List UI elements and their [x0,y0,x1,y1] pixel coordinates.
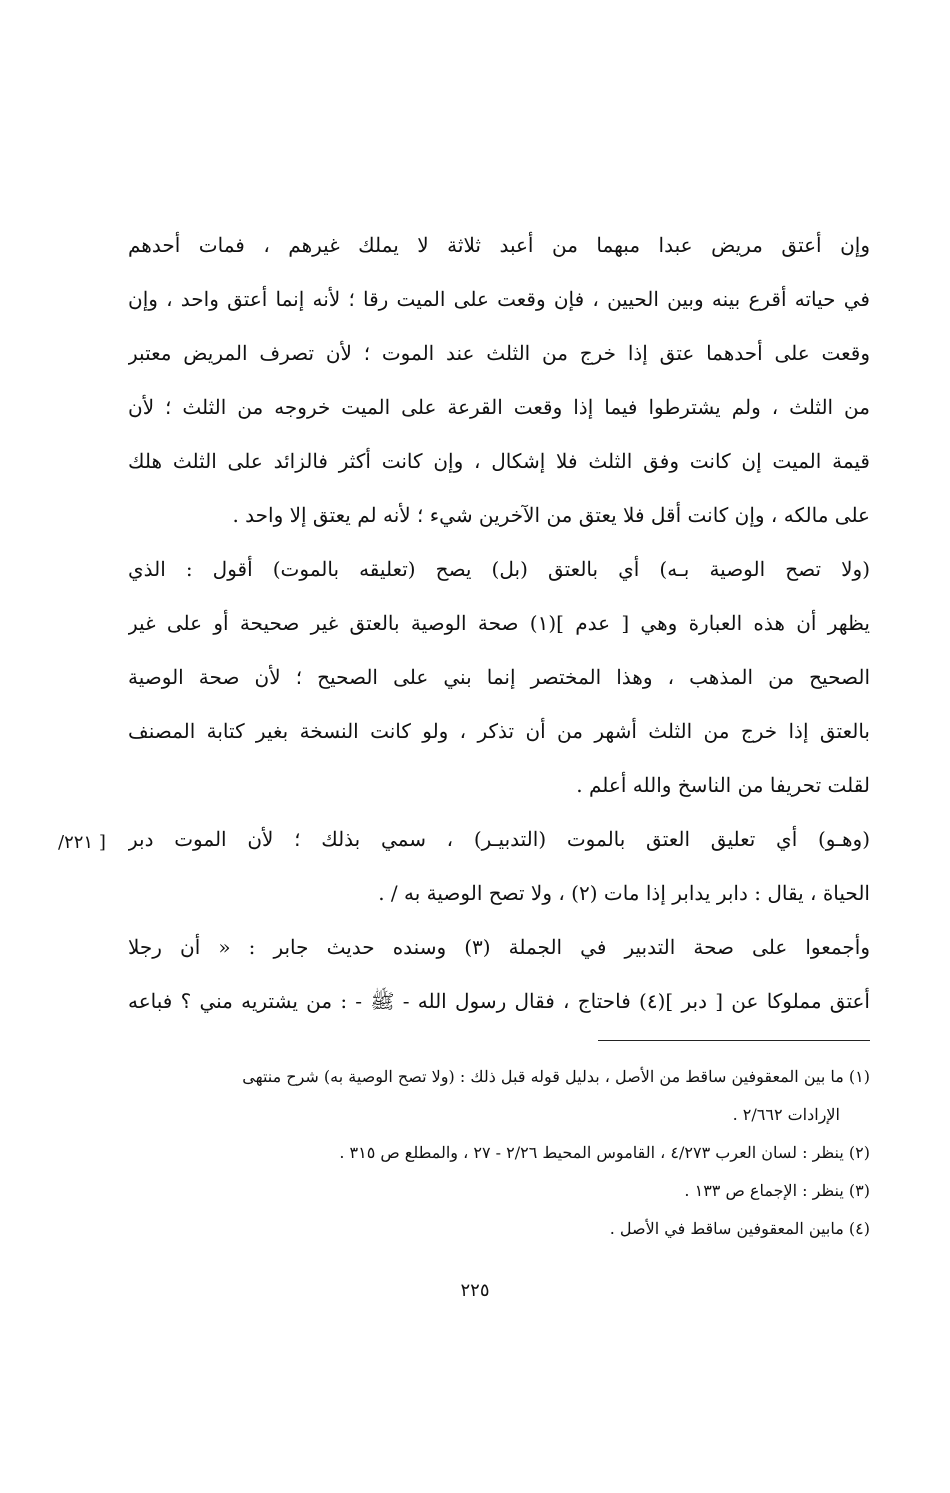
text-line: على مالكه ، وإن كانت أقل فلا يعتق من الآخرين شيء ؛ لأنه لم يعتق إلا واحد . [232,503,870,527]
text-line: أعتق مملوكا عن [ دبر ](٤) فاحتاج ، فقال رسول الله - ﷺ - : من يشتريه مني ؟ فباعه [128,989,870,1013]
margin-folio-reference: [ ٢٢١/ [58,832,106,853]
text-line: في حياته أقرع بينه وبين الحيين ، فإن وقعت على الميت رقا ؛ لأنه إنما أعتق واحد ، وإن [128,287,870,311]
text-line: (وهـو) أي تعليق العتق بالموت (التدبيـر) ، سمي بذلك ؛ لأن الموت دبر [128,827,870,851]
footnotes [128,1058,870,1248]
text-line: لقلت تحريفا من الناسخ والله أعلم . [576,773,870,797]
footnote-continuation: الإرادات ٢/٦٦٢ . [732,1105,840,1124]
text-line: الصحيح من المذهب ، وهذا المختصر إنما بني على الصحيح ؛ لأن صحة الوصية [128,665,870,689]
footnote: (٣) ينظر : الإجماع ص ١٣٣ . [684,1181,870,1200]
text-line: الحياة ، يقال : دابر يدابر إذا مات (٢) ، ولا تصح الوصية به / . [378,881,870,905]
text-line: قيمة الميت إن كانت وفق الثلث فلا إشكال ، وإن كانت أكثر فالزائد على الثلث هلك [128,449,870,473]
footnote: (١) ما بين المعقوفين ساقط من الأصل ، بدليل قوله قبل ذلك : (ولا تصح الوصية به) شرح منتهى [242,1067,870,1086]
page-number: ٢٢٥ [460,1280,490,1301]
text-line: (ولا تصح الوصية بـه) أي بالعتق (بل) يصح (تعليقه بالموت) أقول : الذي [128,557,870,581]
text-line: يظهر أن هذه العبارة وهي [ عدم ](١) صحة الوصية بالعتق غير صحيحة أو على غير [128,611,870,635]
text-line: وقعت على أحدهما عتق إذا خرج من الثلث عند الموت ؛ لأن تصرف المريض معتبر [128,341,870,365]
text-line: من الثلث ، ولم يشترطوا فيما إذا وقعت القرعة على الميت خروجه من الثلث ؛ لأن [128,395,870,419]
footnote-separator [598,1040,870,1041]
footnote: (٢) ينظر : لسان العرب ٤/٢٧٣ ، القاموس المحيط ٢/٢٦ - ٢٧ ، والمطلع ص ٣١٥ . [339,1143,870,1162]
main-text [128,218,870,1028]
text-line: بالعتق إذا خرج من الثلث أشهر من أن تذكر ، ولو كانت النسخة بغير كتابة المصنف [128,719,870,743]
text-line: وأجمعوا على صحة التدبير في الجملة (٣) وسنده حديث جابر : « أن رجلا [128,935,870,959]
footnote: (٤) مابين المعقوفين ساقط في الأصل . [609,1219,870,1238]
text-line: وإن أعتق مريض عبدا مبهما من أعبد ثلاثة لا يملك غيرهم ، فمات أحدهم [128,233,870,257]
